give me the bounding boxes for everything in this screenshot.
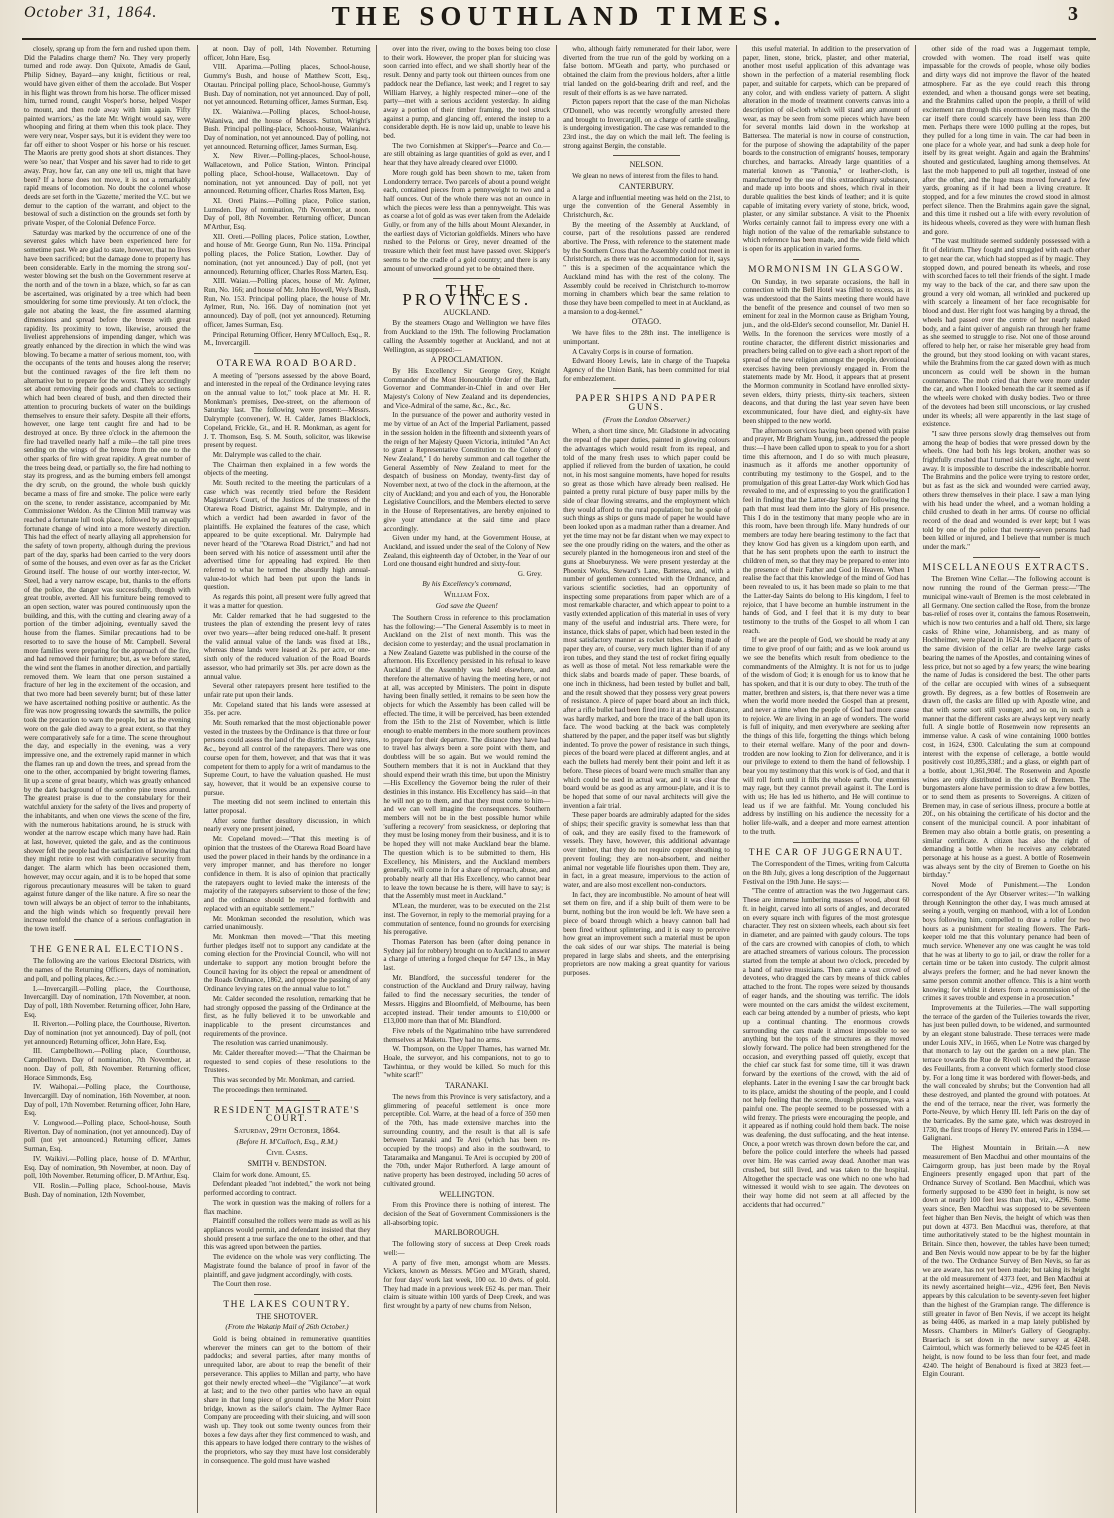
paper-paras [563,427,730,977]
article-paragraph: Mr. Monkman seconded the resolution, which was carried unanimously. [203,914,371,932]
article-paragraph: XI. Oreti Plains.—Polling place, Police station, Lumsden. Day of nomination, 7th November, at noon. Day of poll, 8th November. Returning officer, Duncan M'Arthur, Esq. [203,196,371,232]
article-paragraph: When, a short time since, Mr. Gladstone in advocating the repeal of the paper duties, painted in glowing colours the advantages which would result from its repeal, and told of the many fresh uses to which paper could be applied if relieved from the burden of taxation, he could not, in his most sanguine moments, have hoped for results so great as those which have already been realised. He painted a pretty rural picture of busy paper mills by the side of clear flowing streams, and the employment which they would afford to the rural population; but he spoke of such things as ships or guns made of paper he would have been looked upon as a madman rather than a dreamer. And yet the time may not be far distant when we may expect to see the one proudly riding on the waters, and the other as securely planted in the homogeneous iron and steel of the guns at Shoeburyness. We were present yesterday at the Phoenix Works, Steward's Lane, Battersea, and, with a number of gentlemen connected with the Ordnance, and various scientific societies, had an opportunity of inspecting some preparations from paper which are of a most remarkable character, and which appear to point to a vastly extended application of this material in uses of very many of the useful and industrial arts. There were, for instance, thick slabs of paper, which had been tested in the most satisfactory manner as rocket tubes. Being made of paper they are, of course, very much lighter than if of any iron tubes, and they stand the test of rocket firing equally as well as those of metal. Not less remarkable were the thick slabs and boards made of paper. These boards, of one inch in thickness, had been tested by bullet and ball, and the result showed that they possess very great powers of resistance. A piece of paper board about an inch thick, after a rifle bullet had been fired into it at a short distance, was hardly marked, and bore the trace of the ball upon its face. The wood backing at the back was completely shattered by the paper, and the paper itself was but slightly indented. To prove the power of resistance in such things, pieces of the board were placed at different angles, and at each the bullets had merely bent their point and left it as before. These pieces of board were much smaller than any which could be used in actual war, and it was clear the board would be as good as any armour-plate, and it is to be hoped that some of our naval architects will give the invention a fair trial. [563,427,730,810]
col5-paras [743,45,910,254]
article-paragraph: A large and influential meeting was held on the 21st, to urge the convention of the General Assembly in Christchurch, &c. [563,193,730,219]
elections-list [24,985,191,1200]
headline-miscellaneous-extracts: MISCELLANEOUS EXTRACTS. [922,562,1090,573]
article-paragraph: this useful material. In addition to the preservation of paper, linen, stone, brick, plaster, and other material, another most useful application of this advantage was shown in the perfection of a material resembling flock paper, and suitable for carpets, which can be prepared of any color, and with endless variety of pattern. A slight alteration in the mode of treatment converts canvas into a description of oil-cloth which will stand any amount of wear, as may be seen from some pieces which have been for several months laid down in the workshop at Battersea. The material is now in course of construction, for the purpose of showing the adaptability of the paper boards to the construction of emigrants' houses, temporary churches, and barracks. Already large quantities of a material known as "Panonia," or leather-cloth, is manufactured by the use of this extraordinary substance, and made up into boots and shoes, which rival in their durable qualities the best kinds of leather; and it is quite capable of imitating every variety of stone, brick, wood, plaster, or any similar substance. A visit to the Phoenix Works certainly cannot fail to impress every one with a high notion of the value of the remarkable substance to which reference has been made, and the wide field which is open for its application in varied forms. [742,45,910,254]
article-paragraph: IX. Waianiwa.—Polling places, School-house, Waianiwa, and the house of Messrs. Sutton, Wright's Bush. Principal polling-place, School-house, Waianiwa. Day of nomination, not yet announced. Day of polling, not yet announced. Returning officer, James Surman, Esq. [203,107,371,151]
divider [74,939,141,940]
article-paragraph: After some further desultory discussion, in which nearly every one present joined, [203,816,371,834]
article-paragraph: M'Lean, the murderer, was to be executed on the 21st inst. The Governor, in reply to the memorial praying for a commutation of sentence, found no grounds for exercising his prerogative. [383,902,551,937]
article-paragraph: Mr. Calder thereafter moved:—"That the Chairman be requested to send copies of these resolutions to the Trustees. [203,1049,371,1075]
auckland-intro: By the steamers Otago and Wellington we have files from Auckland to the 19th. The following Proclamation calling the Assembly together at Auckland, and not at Wellington, as supposed:— [383,319,551,354]
by-command-name: William Fox. [443,590,490,600]
elections-list-cont [204,45,371,348]
highest-mountain-article: The Highest Mountain in Britain.—A new measurement of Ben Macdhui and other mountains of the Cairngorm group, has just been made by the Royal Engineers presently engaged upon that part of the Ordnance Survey of Scotland. Ben Macdhui, which was formerly supposed to be 4390 feet in height, is now set down at nearly 100 feet less than that, viz., 4296. Some years since, Ben Macdhui was supposed to be seventeen feet higher than Ben Nevis, the height of which was then put down at 4373. Ben Macdhui was, therefore, at that time authoritatively stated to be the highest mountain in Britain. Since then, however, the tables have been turned; and Ben Nevis would now appear to be by far the higher of the two. The Ordnance Survey of Ben Nevis, so far as we are aware, has not yet been made; but taking its height at the old measurement of 4373 feet, and Ben Macdhui at its newly ascertained height—viz., 4296 feet, Ben Nevis appears by this calculation to be seventy-seven feet higher than the highest of the Grampian range. The difference is still greater in favor of Ben Nevis, if we accept its height as being 4406, as marked in a map lately published by Messrs. Chambers in Milner's Gallery of Geography. Braeriach is set down in the new survey at 4248. Cairntoul, which was formerly believed to be 4245 feet in height, is now found to be less than four feet, and made 4240. The height of Benabourd is fixed at 3823 feet.—Elgin Courant. [922,1144,1090,1379]
headline-the-provinces: THE PROVINCES. [402,281,532,309]
article-paragraph: This was seconded by Mr. Monkman, and carried. [212,1076,355,1085]
article-paragraph: As regards this point, all present were fully agreed that it was a matter for question. [203,593,371,610]
divider [254,1100,321,1101]
headline-general-elections: THE GENERAL ELECTIONS. [30,944,185,955]
article-paragraph: Mr. Copeland stated that his lands were assessed at 35s. per acre. [203,700,371,718]
marlborough-text: The following story of success at Deep Creek roads well:— [383,1240,551,1257]
paper-source: (From the London Observer.) [603,414,690,424]
article-paragraph: Gold is being obtained in remunerative quantities wherever the miners can get to the bottom of their paddocks; and several parties, after many months of unrequited labor, are about to reap the benefit of their perseverance. This applies to Millan and party, who have got their newly erected wheel—the "Vigilance"—at work at last; and to the two other parties who have an equal share in that long piece of ground below the Morr Point bridge, known as the sailor's claim. The Aylmer Race Company are proceeding with their sluicing, and will soon wash up. They took out some twenty ounces from their boxes a few days after they first commenced to wash, and this appears to have lodged there contrary to the wishes of the proprietors, who say they must have lost considerably in consequence. The gold must have washed [203,1335,371,1465]
tuileries-article: Improvements at the Tuileries.—The wall supporting the terrace of the garden of the Tuileries towards the river, has just been pulled down, to be widened, and surmounted by an elegant stone balustrade. These terraces were made under Louis XIV., in 1665, when Le Notre was charged by that monarch to lay out the garden on a new plan. The terrace towards the Rue de Rivoli was called the Terrasse des Feuillants, from a convent which formerly stood close by. For a long time it was bordered with flower-beds, and the wall concealed by shrubs; but the Convention had all these destroyed, and planted the ground with potatoes. At the end of the terrace, near the river, was formerly the Porte-Neuve, by which Henry III. left Paris on the day of the barricades. By the same gate, which was destroyed in 1730, the first troops of Henry IV. entered Paris in 1594.—Galignani. [922,1003,1090,1143]
article-paragraph: who, although fairly remunerated for their labor, were diverted from the true run of the gold by working on a false bottom. M'Geath and party, who purchased or obtained the claim from the previous holders, after a little trial landed on the gold-bearing drift and reef, and the result of their efforts is as we have narrated. [563,45,730,97]
court-paras [204,1171,371,1289]
bremen-wine-article: The Bremen Wine Cellar.—The following account is now running the round of the German press:—"The municipal wine-vault of Bremen is the most celebrated in all Germany. One section called the Rose, from the bronze bas-relief of roses over it, contains the famous Rosenwein, which is now two centuries and a half old. There, six large casks of Rhine wine, Johannisberg, and as many of Hochheimer, were placed in 1624. In the adjacent parts of the same division of the cellar are twelve large casks bearing the names of the Apostles, and containing wines of less price, but not so aged by a few years; the wine bearing the name of Judas is considered the best. The other parts of the cellar are occupied with wines of a subsequent growth. By degrees, as a few bottles of Rosenwein are drawn off, the casks are filled up with Apostle wine, and that with some sort still younger, and so on, in such a manner that the different casks are always kept very nearly full. A single bottle of Rosenwein now represents an immense value. A cask of wine containing 1000 bottles cost, in 1624, £300. Calculating the sum at compound interest with the expense of cellerage, a bottle would positively cost 10,895,338f.; and a glass, or eighth part of a bottle, about 1,361,904f. The Rosenwein and Apostle wines are only distributed in the sick of Bremen. The burgomasters alone have permission to draw a few bottles, or to send them as presents to Sovereigns. A citizen of Bremen may, in case of serious illness, procure a bottle at 20f., on his obtaining the certificate of his doctor and the consent of the municipal council. A poor inhabitant of Bremen may also obtain a bottle gratis, on presenting a similar certificate. A citizen has also the right of demanding a bottle when he receives any celebrated personage at his house as a guest. A bottle of Rosenwein was always sent by the city of Bremen to Goethe on his birthday." [922,575,1090,880]
column-1 [18,45,198,1513]
column-2 [198,45,378,1513]
article-paragraph: "The centre of attraction was the two Juggernaut cars. These are immense lumbering masses of wood, about 60 ft. in height, carved into all sorts of angles, and decorated on every square inch with figures of the most grotesque character. They rest on sixteen wheels, each about six feet in diameter, and are painted with gaudy colours. The tops of the cars are crowned with canopies of cloth, to which are attached streamers of various colours. The procession started from the temple at about two o'clock, preceded by a band of native musicians. Then came a vast crowd of devotees, who dragged the cars by means of thick cables attached to the front. The ropes were seized by thousands of eager hands, and the shouting was terrific. The idols were mounted on the cars amidst the wildest excitement, each car being attended by a number of priests, who kept up a continual chanting. The enormous crowds surrounding the cars made it almost impossible to see anything but the tops of the structures as they moved slowly forward. The police had been strengthened for the occasion, and everything passed off quietly, except that the chief car stuck fast for some time, till it was drawn forward by the exertions of the crowd, with the aid of elephants. Later in the evening I saw the car brought back to its place, amidst the shouting of the people, and I could not help feeling that the scene, though picturesque, was a painful one. The people seemed to be possessed with a wild frenzy. The priests were encouraging the people, and it appeared as if nothing could hold them back. The noise was deafening, the dust suffocating, and the heat intense. Once, a poor wretch was thrown down before the car, and before the police could interfere the wheels had passed over him. He was carried away dead. Another man was crushed, but still lived, and was taken to the hospital. Altogether the spectacle was one which no one who had witnessed it would wish to see again. The devotees on their way home did not seem at all affected by the accidents that had occurred." [742,887,910,1209]
subhead-nelson: NELSON. [629,160,664,170]
column-6 [916,45,1096,1513]
article-paragraph: "The vast multitude seemed suddenly possessed with a fit of delirium. They fought and struggled with each other to get near the car, which had stopped as if by magic. They stopped down, and poured beneath its wheels, and rose with scorched faces to tell their friends of the sight. I made my way to the back of the car, and there saw upon the ground a very old woman, all wrinkled and puckered up with scarcely a lineament of her face recognisable for blood and dust. Her right foot was hanging by a thread, the wheels had passed over the centre of her nearly naked body, and a faint quiver of anguish ran through her frame as she seemed to struggle to rise. Not one of those around offered to help her, or raise her miserable grey head from the ground, but they stood looking on with vacant stares, while the Brahmins from the car gazed down with as much unconcern as could well be shown in the human countenance. The mob cried that there were more under the car, and when I looked beneath the car it seemed as if the wheels were choked with dusky bodies. Two or three of the devotees had been still unconscious, or lay crushed under its wheels; all were apparently in the last stage of existence. [922,237,1090,429]
article-paragraph: Mr. Monkman then moved:—"That this meeting further pledges itself not to support any candidate at the coming election for the Provincial Council, who will not undertake to support any motion brought before the Council having for its object the repeal or amendment of the Roads Ordinance, 1862, and oppose the passing of any Ordinance levying rates on the annual value to lot." [203,932,371,994]
article-paragraph: These paper boards are admirably adapted for the sides of ships; their specific gravity is somewhat less than that of oak, and they are easily fixed to the framework of vessels. They have, however, this additional advantage over timber, that they do not require copper sheathing to prevent fouling; they are non-absorbent, and neither animal nor vegetable life flourishes upon them. They are, in fact, in a great measure, impervious to the action of water, and are also most excellent non-conductors. [563,811,730,889]
subhead-wellington: WELLINGTON. [439,1189,495,1199]
article-paragraph: VIII. Aparima.—Polling places, School-house, Gummy's Bush, and house of Matthew Scott, Esq., Otautau. Principal polling place, School-house, Gummy's Bush. Day of nomination, not yet announced. Day of poll, not yet announced. Returning officer, James Surman, Esq. [203,63,371,107]
headline-paper-ships: PAPER SHIPS AND PAPER GUNS. [575,394,718,414]
article-paragraph: The proceedings then terminated. [212,1085,308,1094]
shotover-paras [204,1335,371,1466]
court-date: Saturday, 29th October, 1864. [234,1125,340,1135]
article-paragraph: Plaintiff consulted the rollers were made as well as his appliances would permit, and defendant insisted that they should present a true surface the one to the other, and that this was agreed upon between the parties. [203,1217,371,1252]
headline-resident-magistrates-court: RESIDENT MAGISTRATE'S COURT. [213,1105,361,1125]
novel-punishment-article: Novel Mode of Punishment.—The London correspondent of the Ayr Observer writes:—"In walking through Kennington the other day, I was much amused at seeing a youth, verging on manhood, with a lot of London boys following him, compelled to draw a roller for two hours as a punishment for stealing flowers. The Park-keeper told me that this voluntary penance had been of much service. Whenever any one was caught he was told that he was at liberty to go to jail, or draw the roller for a certain time or be taken into custody. The culprit almost always prefers the former; and he had never known the same person commit another offence. This is a hint worth knowing; for whilst it deters from a recommission of the crimes it saves trouble and expense in a prosecution." [922,881,1090,1003]
proclamation-signature: G. Grey. [517,570,543,579]
canterbury-paras [563,194,730,317]
otago-paras [563,329,730,383]
article-paragraph: The meeting did not seem inclined to entertain this latter proposal. [203,798,371,816]
article-paragraph: Mr. Dalrymple was called to the chair. [212,450,322,459]
article-paragraph: Mr. Copeland moved:—"That this meeting is of opinion that the trustees of the Otarewa Road Board have used the power placed in their hands by the ordinance in a very improper manner, and has therefore no longer confidence in them. It is also of opinion that practically the ratepayers ought to levied make the interests of the majority of the ratepayers subservient to those of the few; and the ordinance should be repealed forthwith and replaced with an equitable settlement." [203,835,371,913]
article-paragraph: IV. Waikivi.—Polling place, house of D. M'Arthur, Esq. Day of nomination, 9th November, at noon. Day of poll, 10th November. Returning officer, D. M'Arthur, Esq. [24,1154,191,1181]
col3-paras [383,45,550,273]
article-paragraph: The Chairman then explained in a few words the objects of the meeting. [203,460,371,478]
article-paragraph: The Southern Cross in reference to this proclamation has the following:—"The General Assembly is to meet in Auckland on the 21st of next month. This was the decision come to yesterday; and the usual proclamation in a New Zealand Gazette was published in the course of the afternoon. His Excellency persisted in his refusal to leave Auckland if the Assembly was held elsewhere, and therefore the alternative of having the meeting here, or not at all, was accepted by Ministers. The point in dispute having been finally settled, it remains to be seen how the objects for which the Assembly has been called will be effected. The time, it will be perceived, has been extended from the 15th to the 21st of November, which is little enough to enable members in the more southern provinces to prepare for their departure. The distance they have had to travel has always been a sore point with them, and doubtless will be so again. But we would remind the Southern members that it is not in Auckland that they should expend their wrath this time, but upon the Ministry—His Excellency the Governor being the ruler of their destinies in this instance. His Excellency has said—in that he will not go to them, and that they must come to him—and we can well imagine the consequences. Southern members will not be in the best possible humor while 'suffering a recovery' from seasickness, or deploring that they must be losing money from their business, and it is to be hoped they will not make Auckland bear the blame. The question which is to be submitted to them, His Excellency, his Ministers, and the Auckland members generally, will come in for a share of reproach, abuse, and probably nearly all that His Excellency, who cannot bear to leave the town because he is there, will have to say; is that the Assembly must meet in Auckland." [383,613,551,901]
article-paragraph: On Sunday, in two separate occasions, the hall in connection with the Bell Hotel was filled to excess, as it was understood that the Saints meeting there would have the benefit of the presence and counsel of two men so eminent for zeal in the Mormon cause as Brigham Young, jun., and the old-Elder's second counsellor, Mr. Daniel H. Wells. In the forenoon the services were mostly of a routine character, the different district missionaries and preachers being called on to give each a short report of the spread of the new religion amongst the people, devotional exercises having been previously engaged in. From the statements made by Mr. Hood, it appears that at present the Mormon community in Scotland have enrolled sixty-seven elders, thirty priests, thirty-six teachers, sixteen deacons, and that during the last year seven have been excommunicated, four have died, and eighty-six have been shipped to the new world. [742,277,910,425]
article-paragraph: By His Excellency Sir George Grey, Knight Commander of the Most Honourable Order of the Bath, Governor and Commander-in-Chief in and over Her Majesty's Colony of New Zealand and its dependencies, and Vice-Admiral of the same, &c., &c., &c. [383,366,551,410]
subhead-auckland: AUCKLAND. [443,307,491,317]
wellington-text: From this Province there is nothing of interest. The decision of the Seat of Government Commissioners is the all-absorbing topic. [383,1201,551,1227]
article-paragraph: other side of the road was a Juggernaut temple, crowded with women. The road itself was quite impassable for the crowds of people, whose oily bodies and dirty ways did not improve the flavor of the heated atmosphere. Far as the eye could reach this throng extended, and when a thousand gongs were set beating, and the Brahmins called upon the people, a thrill of wild excitement ran through this enormous living mass. On the car itself there could scarcely have been less than 200 men. Perhaps there were 1000 pulling at the ropes, but they pulled for a long time in vain. The car had been in one place for a whole year, and had sunk a deep hole for itself by its great weight. Again and again the Brahmins' shouted and gesticulated, laughing among themselves. At last the mob happened to pull all together, instead of one after the other, and the huge mass moved forward a few yards, groaning as if it had been a living creature. It stopped, and for a few minutes the crowd stood in almost perfect silence. Then the Brahmins again gave the signal, and this time it rushed out a life with every revolution of its hideous wheels, covered as they were with human flesh and gore. [922,45,1090,236]
article-paragraph: closely, sprang up from the fern and rushed upon them. Did the Paladins charge them? No. They very properly turned and rode away. Don Quixote, Amadis de Gaul, Philip Sidney, Bayard—any knight, fictitious or real, would have given either of them the accolade. But Vosper in his flight was thrown from his horse. The officer missed him, turned round, caught Vosper's horse, helped Vosper to mount, and then rode away with him again. 'Fifty painted warriors,' as the late Mr. Wright would say, were whooping and firing at them when this took place. They were very near, Vosper says, but it is evident they were too far off either to shoot Vosper or his horse or his rescuer. The Maoris are pretty good shots at short distances. They were 'so near,' that Vosper and his saver had to ride to get away. Pray, how far, can any one tell us, might that have been? If a horse does not move, it is not a remarkably rapid means of locomotion. No doubt the colonel whose deeds are set forth in the 'Gazette,' merited the V.C. but we demur to the caption of the warrant, and object to the bestowal of such a distinction on the grounds set forth by private Vosper, of the Colonial Defence Force. [24,45,191,228]
article-paragraph: XII. Oreti.—Polling places, Police station, Lowther, and house of Mr. George Gunn, Run No. 119a. Principal polling places, the Police Station, Lowther. Day of nomination, (not yet announced.) Day of poll, (not yet announced). Returning officer, Charles Ross Marten, Esq. [203,232,371,276]
article-paragraph: at noon. Day of poll, 14th November. Returning officer, John Hare, Esq. [203,45,371,62]
article-paragraph: The two Cornishmen at Skipper's—Pearce and Co.—are still obtaining as large quantities of gold as ever, and I hear that they have already cleared over £1000. [383,141,551,168]
article-paragraph: W. Thompson, on the Upper Thames, has warned Mr. Hoale, the surveyor, and his companions, not to go to Tawhintua, or they would be killed. So much for this "white scarf!" [383,1045,551,1080]
article-paragraph: The resolution was carried unanimously. [212,1039,328,1048]
article-paragraph: The work in question was the making of rollers for a flax machine. [203,1198,371,1216]
col6-paras [922,45,1090,552]
court-case-name: SMITH v. BENDSTON. [247,1159,327,1169]
article-paragraph: In the pursuance of the power and authority vested in me by virtue of an Act of the Imperial Parliament, passed in the session holden in the fifteenth and sixteenth years of the reign of her Majesty Queen Victoria, intituled "An Act to grant a Representative Constitution to the Colony of New Zealand," I do hereby summon and call together the General Assembly of New Zealand to meet for the despatch of business on Monday, twenty-first day of November next, at two of the clock in the afternoon, at the city of Auckland; and you and each of you, the Honorable Legislative Councillors, and the Members elected to serve in the House of Representatives, are hereby enjoined to give your attendance at the said time and place accordingly. [383,411,551,533]
car-paras [743,860,910,1209]
shotover-source: (From the Wakatip Mail of 26th October.) [225,1322,349,1332]
article-paragraph: Thomas Paterson has been (after doing penance in Sydney jail for robbery) brought on to Auckland to answer a charge of uttering a forged cheque for £47 13s., in May last. [383,937,551,973]
proclamation-heading: A PROCLAMATION. [430,355,503,365]
by-command: By his Excellency's command, [422,578,512,588]
article-paragraph: over into the river, owing to the boxes being too close to their work. However, the proper plan for sluicing was soon carried into effect, and we shall shortly hear of the result. Denny and party took out thirteen ounces from one paddock near the Defiance, last week; and I regret to say William Harvey, a highly respected miner—one of the party—met with a serious accident yesterday. In aiding away a portion of their timber framing, the tool struck against a pump, and glancing off, entered the instep to a considerable depth. He is now laid up, unable to leave his bed. [383,45,551,141]
subhead-marlborough: MARLBOROUGH. [434,1228,500,1238]
article-paragraph: Saturday was marked by the occurrence of one of the severest gales which have been experienced here for sometime past. We are glad to state, however, that no lives have been sacrificed; but the damage done to property has been considerable. Early in the morning the strong sou'-wester blowing set the bush on the Government reserve at the north and of the town in a blaze, which, so far as can be ascertained, was originated by a tree which had been smouldering for some time previously. At ten o'clock, the gale not abating the least, the fire assumed alarming dimensions and spread before the breeze with great rapidity. Its proximity to town, likewise, aroused the liveliest apprehensions of impending danger, which was greatly enhanced by the direction in which the wind was blowing. To became a matter of serious moment, too, with the occupants of the tents and houses along the reserve; but the continued ravages of the fire left them no alternative but to prepare for the worst. They accordingly set about removing their goods and chattels to sections which had been cleared of bush, and then directed their attention to procuring buckets of water on the buildings themselves to ensure their safety. Despite all their efforts, however, one large tent caught fire and had to be destroyed at once. By three o'clock in the afternoon the fire had travelled nearly half a mile—the tall pine trees sending on the wings of the breeze from the one to the other sparks of fire with great rapidity. A great number of the trees being dead, or partially so, the fire had nothing to stay its progress, and as the burning embers fell amongst the dry scrub, on the ground, the whole bush quickly became a mass of fire and smoke. The police were early on the scene, to render assistance, accompanied by Mr. Commissioner Weldon. As the Clinton Mill tramway was reached a fortunate lull took place, followed by an equally fortunate change of wind into a more westerly direction. This had the effect of nearly allaying all apprehension for the safety of town property, although during the previous part of the day, sparks had been carried to the very doors of some of the houses, and even over as far as the Cricket Ground itself. The house of our worthy inter-rector, W. Steel, had a very narrow escape, but, thanks to the efforts of the police, the danger was successfully, though with great trouble, averted. All his furniture being removed to an open section, water was poured continuously upon the building, and this, with the cutting and clearing away of a portion of the timber adjoining, eventually saved the house from the flames. Similar precautions had to be resorted to to save the house of Mr. Campbell. Several more families were preparing for the approach of the fire, and had removed their furniture; but, as we before stated, the wind sent the flames in another direction, and partially removed them. We learn that one person sustained a fracture of her leg in the excitement of the occasion, and that two more had been severely burnt; but of these latter we have ascertained nothing positive or authentic. As the fire was now progressing towards the sawmills, the police took the precaution to warn the people, but as the evening wore on the gale died away to a great extent, so that they were comparatively safe for a time. The scene throughout the day, and especially in the evening, was a very impressive one, and the extremely rapid manner in which the flames ran up and down the trees, and spread from the one to the other, accompanied by bright towering flames, lit up a scene of great beauty, which was greatly enhanced by the dark background of the sombre pine trees around. The greatest praise is due to the constabulary for their watchful anxiety for the safety of the lives and property of the inhabitants, and when one views the scene of the fire, with the numerous habitations around, he is struck with wonder at the narrow escape which many have had. Rain at last, however, quieted the gale, and as the continuous shower fell the people had the satisfaction of knowing that they might retire to rest with comparative security from danger. The alarm which has been occasioned them, however, may occur again, and it is to be hoped that some rigorous precautionary measures will be taken to guard against future danger of the like nature. A fire so near the town will always be an object of terror to the inhabitants, and the high winds which so frequently prevail here increase tenfold the chance of a serious conflagration in the town itself. [24,228,191,934]
article-paragraph: Defendant pleaded "not indebted," the work not being performed according to contract. [203,1180,371,1198]
article-paragraph: The evidence on the whole was very conflicting. The Magistrate found the balance of proof in favor of the plaintiff, and gave judgment accordingly, with costs. [203,1253,371,1279]
article-paragraph: A meeting of "persons assessed by the above Board, and interested in the repeal of the Ordinance levying rates on the annual value to lot," took place at Mr. H. R. Monkman's premises, Dee-street, on the afternoon of Saturday last. The following were present:—Messrs. Dalrymple (convener), W. H. Calder, James Blacklock, Copeland, Frickle, Gt., and H. R. Monkman, as agent for J. T. Thomson, Esq. S. M. South, solicitor, was likewise present by request. [203,371,371,450]
divider [613,155,680,156]
headline-mormonism: MORMONISM IN GLASGOW. [748,264,905,275]
article-paragraph: Mr. South remarked that the most objectionable power vested in the trustees by the Ordinance is that three or four persons could assess the land of the district and levy rates, &c., beyond all control of the ratepayers. There was one course open for them, however, and that was that it was competent for them to apply for a writ of mandamus to the Supreme Court, to have the valuation quashed. He must say, however, that it would be an expensive course to pursue. [203,719,371,797]
column-4 [557,45,737,1513]
headline-lakes-country: THE LAKES COUNTRY. [223,1299,351,1310]
article-paragraph: By the meeting of the Assembly at Auckland, of course, part of the resolutions passed are rendered abortive. The Press, with reference to the statement made by the Southern Cross that the Assembly could not meet in Christchurch, as there was no accommodation for it, says " this is a specimen of the acquaintance which the Auckland mind has with the rest of the colony. The Assembly could be received in Christchurch to-morrow morning in chambers which bear the same relation to those they have been compelled to meet in at Auckland, as a mansion to a dog-kennel." [563,220,730,316]
divider [793,842,860,843]
column-5 [737,45,917,1513]
issue-date: October 31, 1864. [24,4,158,21]
article-paragraph: We have files to the 28th inst. The intelligence is unimportant. [563,329,730,346]
article-paragraph: More rough gold has been shown to me, taken from Londonderry terrace. Two parcels of about a pound weight each, contained pieces from a pennyweight to two and a half ounces. Out of the whole there was not an ounce in which the pieces were less than a pennyweight. This was as coarse a lot of gold as was ever taken from the Adelaide Gully, or from any of the hills about Mount Alexander, in the earliest days of Victorian goldfields. Miners who have rushed to the Pelorus or Grey, never dreamed of the treasure which their feet must have passed over. Skipper's seems to be the cradle of a gold country; and there is any amount of unworked ground yet to be obtained there. [383,168,551,273]
divider [613,388,680,389]
article-paragraph: The afternoon services having been opened with praise and prayer, Mr Brigham Young, jun., addressed the people thus:—I have been called upon to speak to you for a short time this afternoon, and I do so with much pleasure, inasmuch as it affords me another opportunity of contributing my testimony to the Gospel, and to the promulgation of this great Latter-day Work which God has revealed to me, and of expressing to you the gratification I feel in finding that the Latter-day Saints are following the path that must lead them into the glory of His presence. This I do in the testimony that many people who are in this room, have been through life. Many hundreds of our members are today here bearing testimony to the fact that they know God has given us a kingdom upon earth, and that he has sent prophets upon the earth to instruct the children of men, so that they may be prepared to enter into the presence of their Father and God in Heaven. When I realise the fact that this knowledge of the mind of God has been revealed to us, it has been made so plain to me that the Latter-day Saints do belong to His kingdom, I feel to rejoice, that I have become an humble instrument in the hands of God, and I feel that it is my duty to bear testimony to the truths of the Gospel to all whom I can reach. [742,426,910,635]
article-paragraph: III. Campbelltown.—Polling place, Courthouse, Campbelltown. Day of nomination, 7th November, at noon. Day of poll, 8th November. Returning officer, Horace Simmonds, Esq. [24,1047,191,1082]
headline-otarewa-road-board: OTAREWA ROAD BOARD. [216,358,358,369]
article-paragraph: X. New River.—Polling-places, School-house, Wallacetown, and Police Station, Winton. Principal polling place, School-house, Wallacetown. Day of nomination, not yet announced. Day of poll, not yet announced. Returning officer, Charles Ross Marten, Esq. [203,152,371,196]
article-paragraph: Principal Returning Officer, Henry M'Culloch, Esq., R. M., Invercargill. [203,330,371,348]
proclamation-paras [383,367,550,569]
article-paragraph: II. Riverton.—Polling place, the Courthouse, Riverton. Day of nomination (not yet announced). Day of poll, (not yet announced) Returning officer, John Hare, Esq. [24,1020,191,1046]
marlborough-text-2: A party of five men, amongst whom are Messrs. Vickers, known as Messrs. M'Geo and M'Grath, shared, for four days' work last week, 100 oz. 10 dwts. of gold. They had made in a previous week £62 4s. per man. Their claim is situate within 100 yards of Deep Creek, and was first wrought by a party of new chums from Nelson, [383,1258,551,1311]
subhead-taranaki: TARANAKI. [445,1081,489,1091]
nelson-text: We glean no news of interest from the files to hand. [572,172,719,181]
subhead-otago: OTAGO. [631,317,662,327]
article-paragraph: Claim for work done. Amount, £5. [212,1170,311,1179]
article-paragraph: Mr. Calder remarked that he had suggested to the trustees the plan of extending the present levy of rates over two years—after being reduced one-half. It present the valid annual value of the lands was fixed at 18s., whereas these lands were leased at 2s. per acre, or one-sixth only of the reduced valuation of the Road Boards assessor, who had primarily set 30s. per acre down as the annual value. [203,611,371,681]
divider [254,353,321,354]
divider [793,259,860,260]
article-paragraph: "I saw three persons slowly drag themselves out from among the heap of bodies that were pressed down by the wheels. One had both his legs broken, another was so frightfully crushed that I turned sick at the sight, and went away. It is impossible to describe the indescribable horror. The Brahmins and the police were trying to restore order, but as fast as the sick and wounded were carried away, others threw themselves in their place. I saw a man lying with his head under the wheel, and a woman holding a child crushed to death in her arms. Of course no official record of the dead and wounded is ever kept; but I was told by one of the police that twenty-seven persons had been killed or injured, and I believe that number is much under the mark." [922,429,1090,552]
article-paragraph: The Court then rose. [212,1280,271,1289]
god-save-queen: God save the Queen! [435,601,498,611]
headline-car-of-juggernaut: THE CAR OF JUGGERNAUT. [748,847,904,858]
article-paragraph: XIII. Waiau.—Polling places, house of Mr. Aylmer, Run, No. 166; and house of Mr. John Howell, Wey's Bush, Run, No. 153. Principal polling place, the house of Mr. Aylmer, Run, No. 166. Day of nomination (not yet announced). Day of poll, (not yet announced). Returning officer, James Surman, Esq. [203,277,371,329]
column-3 [377,45,557,1513]
column-layout [18,45,1096,1513]
masthead [22,0,1096,40]
article-paragraph: V. Longwood.—Polling place, School-house, South Riverton. Day of nomination, (not yet announced). Day of poll (not yet announced.) Returning officer, James Surman, Esq. [24,1119,191,1154]
subhead-shotover: THE SHOTOVER. [255,1311,319,1321]
divider [973,557,1040,558]
col4-paras [563,45,730,150]
page-number: 3 [1068,3,1078,25]
article-paragraph: Five rebels of the Ngatimahino tribe have surrendered themselves at Maketu. They had no arms. [383,1026,551,1044]
article-paragraph: In fact, they are incombustible. No amount of heat will set them on fire, and if a ship built of them were to be burnt, nothing but the iron would be left. We have seen a piece of board through which a heavy cannon ball had been fired without splintering, and it is easy to perceive how great an improvement such a material must be upon the oak sides of our war ships. The material is being prepared in large slabs and sheets, and the enterprising proprietors are now making a great quantity for various purposes. [563,890,730,978]
subhead-canterbury: CANTERBURY. [619,181,674,191]
article-paragraph: I.—Invercargill.—Polling place, the Courthouse, Invercargill. Day of nomination, 17th November, at noon. Day of poll, 18th November. Returning officer, John Hare, Esq. [24,984,191,1019]
article-paragraph: IV. Waihopai.—Polling place, the Courthouse, Invercargill. Day of nomination, 16th November, at noon. Day of poll, 17th November. Returning officer, John Hare, Esq. [24,1083,191,1118]
divider [254,1294,321,1295]
mormon-paras [743,278,910,837]
road-board-paras [204,372,371,1095]
article-paragraph: The Correspondent of the Times, writing from Calcutta on the 8th July, gives a long description of the Juggernaut Festival on the 19th June. He says:— [742,860,910,886]
taranaki-text: The news from this Province is very satisfactory, and a glimmering of peaceful settlement is once more perceptible. Col. Warre, at the head of a force of 350 men of the 70th, has made extensive marches into the surrounding country, and the result is that all is safe between Taranaki and Te Arei (which has been re-occupied by the troops) and also in the southward, to Tataramaika and Manganui. Te Arei is occupied by 200 of the 70th, under Major Rutherford. A large amount of native property has been destroyed, including 50 acres of cultivated ground. [383,1092,551,1188]
auckland-paras [383,614,550,1080]
article-paragraph: Edward Hooey Lewis, late in charge of the Tuapeka Agency of the Union Bank, has been committed for trial for embezzlement. [563,357,730,383]
article-paragraph: Given under my hand, at the Government House, at Auckland, and issued under the seal of the Colony of New Zealand, this eighteenth day of October, in the Year of our Lord one thousand eight hundred and sixty-four. [383,534,551,569]
newspaper-title: THE SOUTHLAND TIMES. [331,1,787,31]
col1-paras [24,45,191,934]
court-civil-cases: Civil Cases. [266,1148,308,1158]
divider [433,278,500,279]
article-paragraph: Mr. Blandford, the successful tenderer for the construction of the Auckland and Drury railway, having failed to find the necessary securities, the tender of Messrs. Higgins and Bloomfield, of Melbourne, has been accepted instead. Their tender amounts to £10,000 or £13,000 more than that of Mr. Blandford. [383,973,551,1026]
article-paragraph: If we are the people of God, we should be ready at any time to give proof of our faith; and as we look around us we see the benefits which result from obedience to the commandments of the Almighty. It is not for us to judge of the wisdom of God; it is enough for us to know that he has spoken, and that it is our duty to obey. The truth of the matter, brethren and sisters, is, that there never was a time when the world more needed the Gospel than at present, and never a time when the people of God had more cause to rejoice. We are living in an age of wonders. The world is full of iniquity, and men everywhere are seeking after the things of this life, forgetting the things which belong to their eternal welfare. Many of the poor and down-trodden are now looking to Zion for deliverance, and it is our privilege to extend to them the hand of fellowship. I bear you my testimony that this work is of God, and that it will roll forth until it fills the whole earth. Our enemies may rage, but they cannot prevail against it. The Lord is with us; He has led us hitherto, and He will continue to lead us if we are faithful. Mr. Young concluded his address by instilling on his audience the necessity for a holier life-walk, and a deeper and more earnest attention to the truth. [742,636,910,836]
article-paragraph: Mr. Calder seconded the resolution, remarking that he had strongly opposed the passing of the Ordinance at the first, as he fully believed it to be unworkable and inapplicable to the present circumstances and requirements of the province. [203,994,371,1038]
article-paragraph: VII. Roslin.—Polling place, School-house, Mavis Bush. Day of nomination, 12th November, [24,1182,191,1199]
elections-intro: The following are the various Electoral Districts, with the names of the Returning Officers, days of nomination, and poll, and polling places, &c.:— [24,957,191,983]
court-before: (Before H. M'Culloch, Esq., R.M.) [236,1136,338,1146]
article-paragraph: Picton papers report that the case of the man Nicholas O'Donnell, who was recently wrongfully arrested there and brought to Invercargill, on a charge of cattle stealing, is undergoing investigation. The case was remanded to the 23rd inst., the day on which the mail left. The feeling is strong against Bergin, the constable. [563,98,730,150]
article-paragraph: Mr. South recited to the meeting the particulars of a case which was recently tried before the Resident Magistrate's Court, of the Justices of the trustees of the Otarewa Road District, against Mr. Dalrymple, and in which a verdict had been awarded in favor of the plaintiffs. He explained the features of the case, which appeared to be quite exceptional. Mr. Dalrymple had never heard of the "Otarewa Road District," and had not been served with his notice of assessment until after the advertised time for appealing had expired. He then referred to what he termed the absurdly high annual-value-to-lot which had been put upon the lands in question. [203,479,371,592]
article-paragraph: Several other ratepayers present here testified to the unfair rate put upon their lands. [203,682,371,699]
article-paragraph: A Cavalry Corps is in course of formation. [572,347,694,356]
